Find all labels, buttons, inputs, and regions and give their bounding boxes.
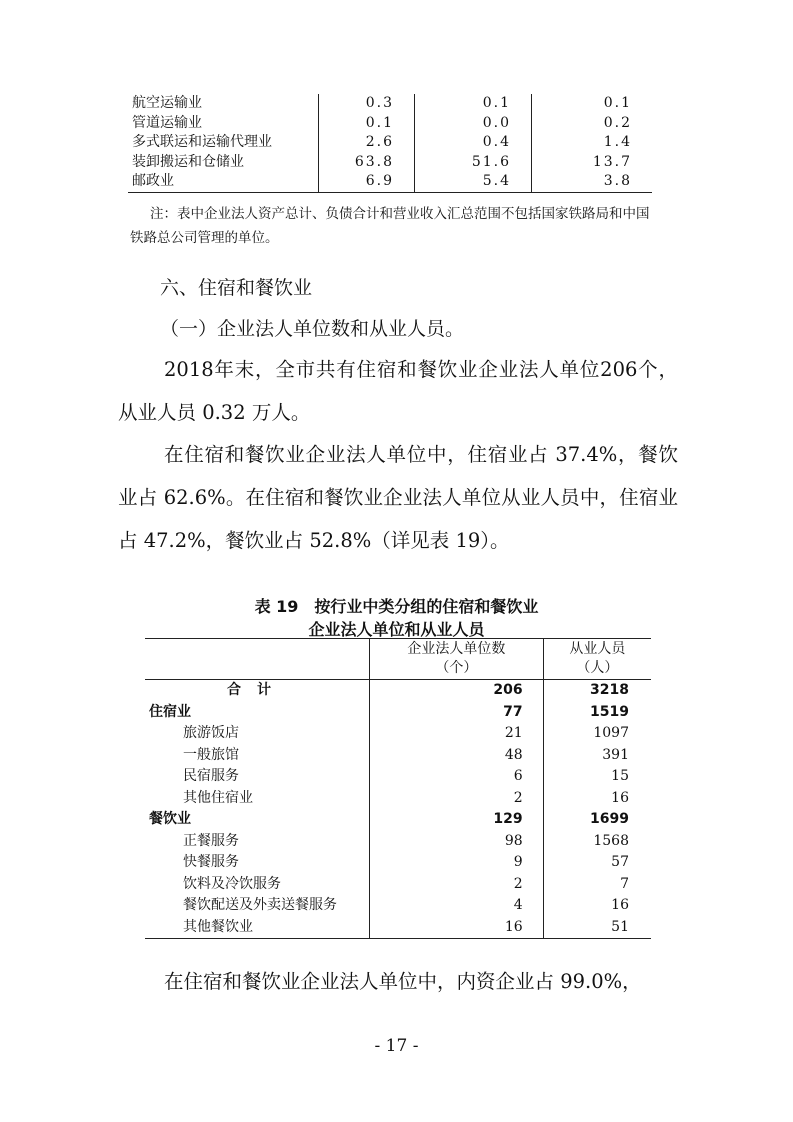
header-units: 企业法人单位数 （个）: [370, 639, 544, 680]
header-blank: [145, 639, 370, 680]
header-persons: 从业人员 （人）: [543, 639, 651, 680]
table-caption-line2: 企业法人单位和从业人员: [308, 620, 485, 639]
table-row: 其他餐饮业 16 51: [145, 917, 651, 939]
table-row: 多式联运和运输代理业 2.6 0.4 1.4: [128, 133, 652, 153]
table-19: [145, 638, 651, 939]
table-row: 邮政业 6.9 5.4 3.8: [128, 172, 652, 192]
group-row: 餐饮业 129 1699: [145, 809, 651, 831]
table-row: 装卸搬运和仓储业 63.8 51.6 13.7: [128, 153, 652, 173]
table-row: 旅游饭店 21 1097: [145, 723, 651, 745]
table-note: 注：表中企业法人资产总计、负债合计和营业收入汇总范围不包括国家铁路局和中国铁路总公司管理的单位。: [130, 206, 650, 246]
table-header: [145, 639, 651, 680]
total-row: 合计 206 3218: [145, 680, 651, 702]
group-row: 住宿业 77 1519: [145, 702, 651, 724]
table-row: 正餐服务 98 1568: [145, 831, 651, 853]
table-row: 餐饮配送及外卖送餐服务 4 16: [145, 895, 651, 917]
table-row: 饮料及冷饮服务 2 7: [145, 874, 651, 896]
paragraph: 在住宿和餐饮业企业法人单位中，住宿业占 37.4%，餐饮业占 62.6%。在住宿和餐饮业企业法人单位从业人员中，住宿业占 47.2%，餐饮业占 52.8%（详见表 19）。: [118, 443, 678, 552]
section-heading: 六、住宿和餐饮业: [160, 277, 313, 299]
continued-table: [128, 94, 652, 193]
table-row: 快餐服务 9 57: [145, 852, 651, 874]
paragraph: 在住宿和餐饮业企业法人单位中，内资企业占 99.0%，: [164, 970, 642, 993]
page-number: - 17 -: [374, 1036, 419, 1056]
table-row: 航空运输业 0.3 0.1 0.1: [128, 94, 652, 114]
table-row: 其他住宿业 2 16: [145, 788, 651, 810]
table-row: 民宿服务 6 15: [145, 766, 651, 788]
table-row: 管道运输业 0.1 0.0 0.2: [128, 114, 652, 134]
section-subheading: （一）企业法人单位数和从业人员。: [160, 318, 465, 340]
table-caption: 表 19 按行业中类分组的住宿和餐饮业: [254, 597, 539, 616]
table-row: 一般旅馆 48 391: [145, 745, 651, 767]
paragraph: 2018年末，全市共有住宿和餐饮业企业法人单位206个，从业人员 0.32 万人。: [118, 358, 678, 424]
